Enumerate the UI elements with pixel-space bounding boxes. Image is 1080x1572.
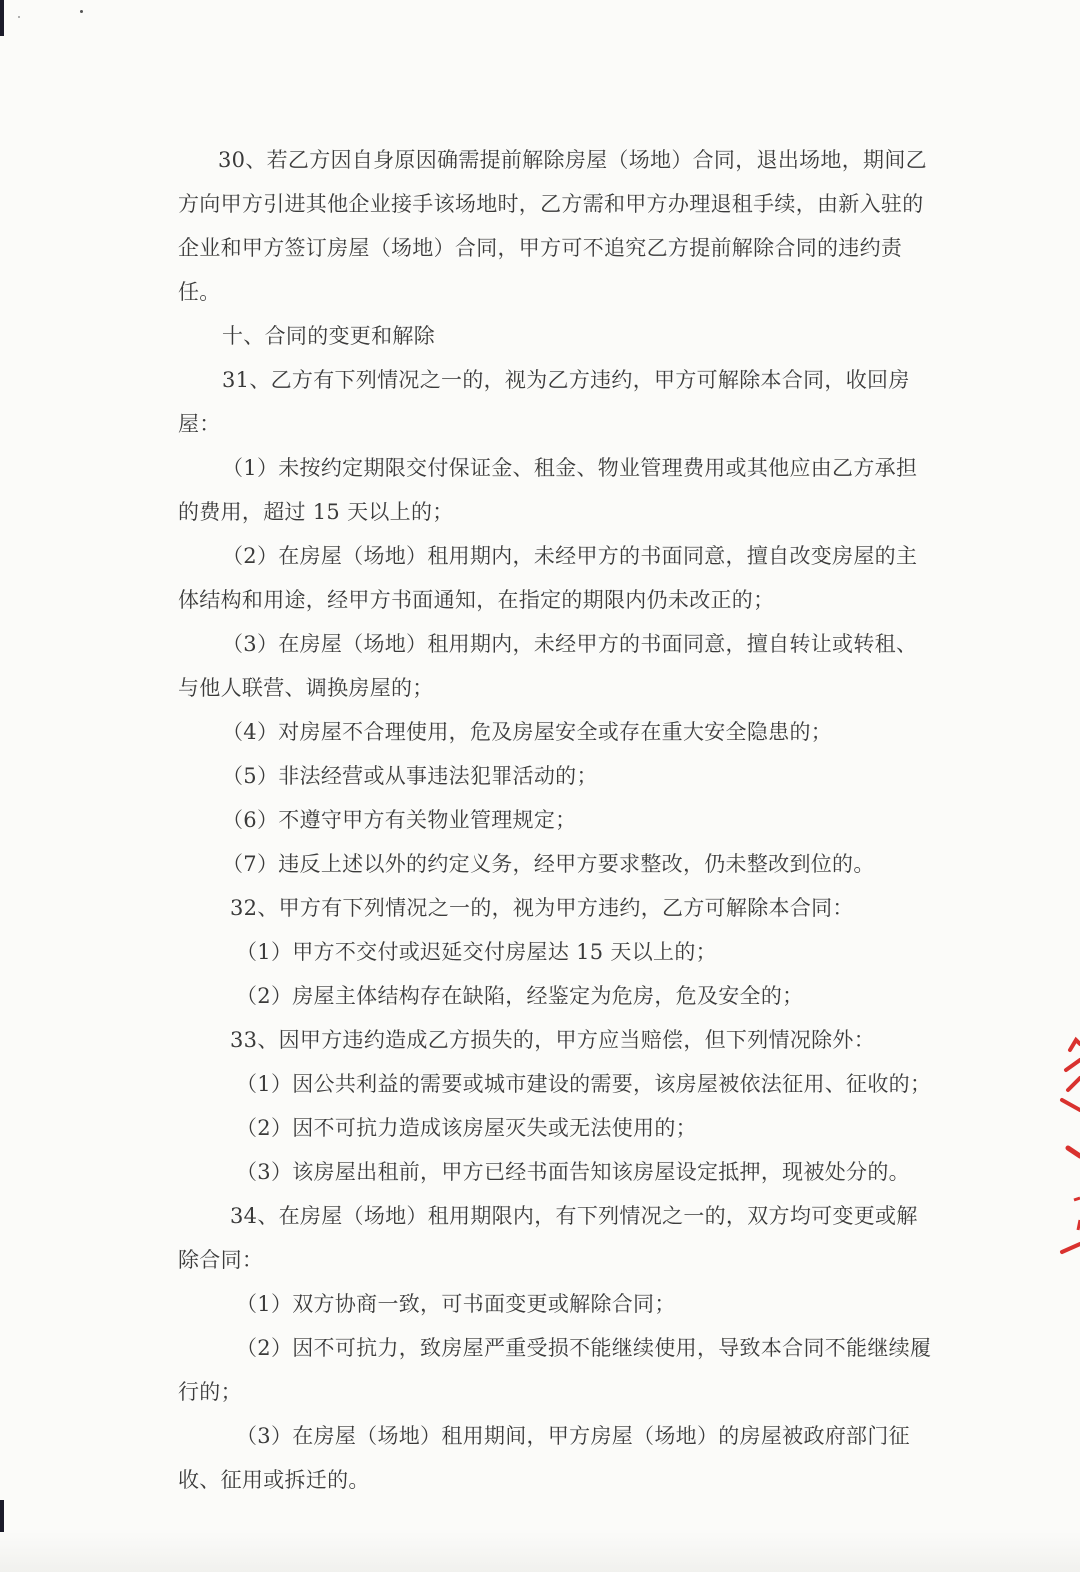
clause-34-item-3: （3）在房屋（场地）租用期间，甲方房屋（场地）的房屋被政府部门征收、征用或拆迁的。 [178, 1424, 910, 1492]
clause-31-item-7: （7）违反上述以外的约定义务，经甲方要求整改，仍未整改到位的。 [222, 852, 875, 876]
seal-stamp-partial [1040, 1030, 1080, 1260]
clause-33: 33、因甲方违约造成乙方损失的，甲方应当赔偿，但下列情况除外： [230, 1028, 876, 1052]
clause-33-item-2: （2）因不可抗力造成该房屋灭失或无法使用的； [236, 1116, 697, 1140]
section-heading-10: 十、合同的变更和解除 [222, 324, 435, 348]
clause-31: 31、乙方有下列情况之一的，视为乙方违约，甲方可解除本合同，收回房屋： [178, 368, 910, 436]
contract-body [178, 138, 938, 1502]
clause-31-item-4: （4）对房屋不合理使用，危及房屋安全或存在重大安全隐患的； [222, 720, 833, 744]
clause-33-item-3: （3）该房屋出租前，甲方已经书面告知该房屋设定抵押，现被处分的。 [236, 1160, 910, 1184]
clause-31-item-2: （2）在房屋（场地）租用期内，未经甲方的书面同意，擅自改变房屋的主体结构和用途，经甲方书面通知，在指定的期限内仍未改正的； [178, 544, 918, 612]
scan-speck [80, 10, 83, 13]
page-bottom-shade [0, 1532, 1080, 1572]
clause-31-item-1: （1）未按约定期限交付保证金、租金、物业管理费用或其他应由乙方承担的费用，超过 15 天以上的； [178, 456, 918, 524]
clause-30: 30、若乙方因自身原因确需提前解除房屋（场地）合同，退出场地，期间乙方向甲方引进其他企业接手该场地时，乙方需和甲方办理退租手续，由新入驻的企业和甲方签订房屋（场地）合同，甲方可不追究乙方提前解除合同的违约责任。 [178, 148, 927, 304]
clause-31-item-3: （3）在房屋（场地）租用期内，未经甲方的书面同意，擅自转让或转租、与他人联营、调换房屋的； [178, 632, 918, 700]
scan-speck [18, 16, 20, 18]
clause-34-item-1: （1）双方协商一致，可书面变更或解除合同； [236, 1292, 676, 1316]
clause-32-item-1: （1）甲方不交付或迟延交付房屋达 15 天以上的； [236, 940, 717, 964]
clause-33-item-1: （1）因公共利益的需要或城市建设的需要，该房屋被依法征用、征收的； [236, 1072, 932, 1096]
clause-32: 32、甲方有下列情况之一的，视为甲方违约，乙方可解除本合同： [230, 896, 854, 920]
clause-34: 34、在房屋（场地）租用期限内，有下列情况之一的，双方均可变更或解除合同： [178, 1204, 918, 1272]
clause-34-item-2: （2）因不可抗力，致房屋严重受损不能继续使用，导致本合同不能继续履行的； [178, 1336, 932, 1404]
clause-31-item-6: （6）不遵守甲方有关物业管理规定； [222, 808, 577, 832]
clause-32-item-2: （2）房屋主体结构存在缺陷，经鉴定为危房，危及安全的； [236, 984, 804, 1008]
clause-31-item-5: （5）非法经营或从事违法犯罪活动的； [222, 764, 598, 788]
scan-edge-top [0, 0, 4, 36]
